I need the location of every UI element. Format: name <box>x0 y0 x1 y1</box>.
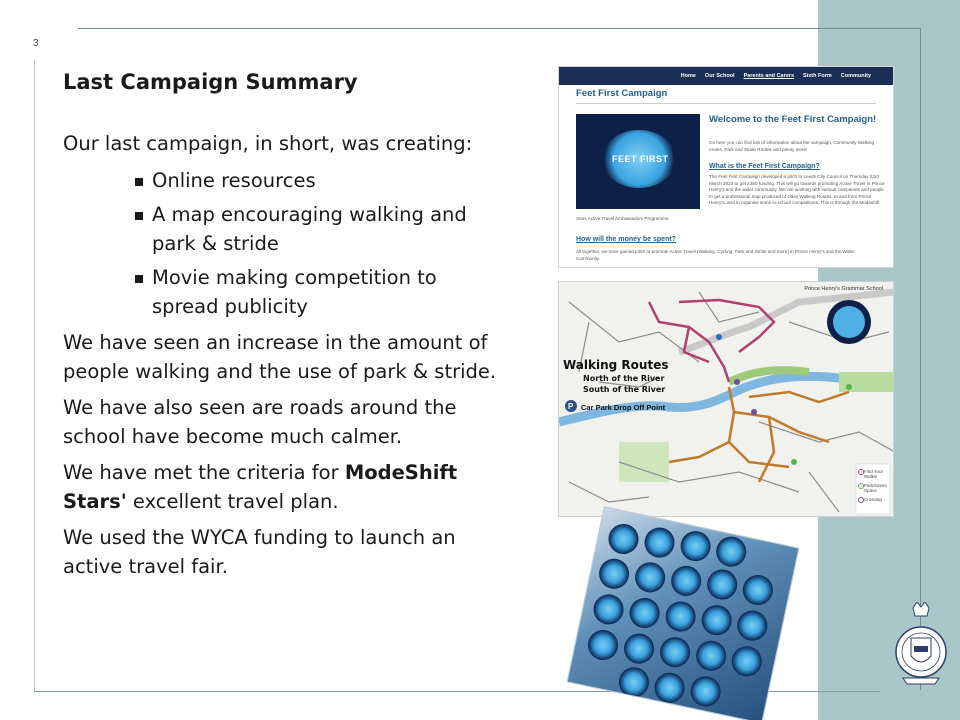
map-north-label: North of the River <box>583 374 665 383</box>
feet-first-logo-image <box>576 114 700 209</box>
frame-right-line <box>920 28 921 690</box>
nav-item: Sixth Form <box>803 73 832 79</box>
what-heading: What is the Feet First Campaign? <box>709 163 820 170</box>
modeshift-suffix: excellent travel plan. <box>126 489 339 513</box>
nav-item: Community <box>840 73 871 79</box>
map-key-item: Crossing <box>864 497 882 502</box>
bullet-list <box>134 167 503 322</box>
sticker-icon <box>688 674 724 710</box>
bullet-square-icon <box>135 275 143 283</box>
sticker-icon <box>632 560 668 596</box>
sticker-icon <box>699 602 735 638</box>
nav-item: Home <box>680 73 696 79</box>
what-text: The Feet First Campaign developed a pitch to Leeds City Council on Thursday 23rd March 2023 to get £350 funding. This will go towards promoting Active Travel in Prince Henry's and the wider community. We are working with various companies and people to get a professional map produced of Otley Walking Routes, to and from Prince Henry's, and to organise some in-school competitions. This is through the Modeshift <box>709 174 885 205</box>
website-screenshot <box>558 66 894 268</box>
sticker-icon <box>585 627 621 663</box>
modeshift-prefix: We have met the criteria for <box>63 461 345 484</box>
sticker-icon <box>627 595 663 631</box>
money-heading: How will the money be spent? <box>576 236 676 243</box>
sticker-icon <box>678 528 714 564</box>
map-key-item: Find Your Walks! <box>864 469 884 479</box>
stickers-photo <box>566 506 799 720</box>
bullet-text: A map encouraging walking and park & stride <box>152 203 467 255</box>
sticker-icon <box>663 599 699 635</box>
paragraph-increase: We have seen an increase in the amount of people walking and the use of park & stride. <box>63 331 497 383</box>
nav-item: Parents and Carers <box>743 73 795 79</box>
sticker-icon <box>704 567 740 603</box>
paragraph-roads: We have also seen are roads around the school have become much calmer. <box>63 396 457 448</box>
sticker-icon <box>652 670 688 706</box>
sticker-icon <box>616 664 652 700</box>
sticker-icon <box>713 534 749 570</box>
sticker-icon <box>693 638 729 674</box>
school-crest-icon <box>893 602 949 688</box>
walking-routes-map <box>558 281 894 517</box>
bullet-text: Movie making competition to spread publicity <box>152 266 437 318</box>
frame-left-line <box>34 60 35 692</box>
sticker-icon <box>657 634 693 670</box>
sticker-icon <box>606 521 642 557</box>
paragraph-wyca: We used the WYCA funding to launch an active travel fair. <box>63 526 456 578</box>
bullet-text: Online resources <box>152 168 316 192</box>
money-text: All together, we have gained £350 to promote Active Travel (Walking, Cycling, Park and Stride and more) in Prince Henry's and the Wider Community. <box>576 249 855 261</box>
sticker-icon <box>642 525 678 561</box>
bullet-item <box>134 264 503 321</box>
map-graphic <box>559 282 894 517</box>
slide-number: 3 <box>33 38 39 49</box>
bullet-square-icon <box>135 178 143 186</box>
welcome-text: On here you can find lots of information about the campaign, Community Walking routes, Park and Stride Routes and plenty more! <box>709 140 875 152</box>
body-text <box>63 130 503 589</box>
sticker-icon <box>591 592 627 628</box>
website-divider <box>576 103 876 104</box>
map-south-label: South of the River <box>583 385 666 394</box>
bullet-item <box>134 167 503 196</box>
map-title: Walking Routes <box>563 358 669 372</box>
sticker-icon <box>729 643 765 679</box>
sticker-icon <box>668 563 704 599</box>
sticker-icon <box>735 608 771 644</box>
website-nav-bar <box>559 67 893 85</box>
sticker-icon <box>740 572 776 608</box>
map-parking-label: Car Park Drop Off Point <box>581 403 666 412</box>
website-title: Feet First Campaign <box>576 88 668 99</box>
sticker-icon <box>621 631 657 667</box>
svg-text:P: P <box>568 402 574 411</box>
what-text-continued: Stars Active Travel Ambassadors Programme. <box>576 216 670 221</box>
slide-title: Last Campaign Summary <box>63 70 358 94</box>
modeshift-bold: ModeShift Stars' <box>63 461 458 513</box>
bullet-item <box>134 201 503 258</box>
welcome-heading: Welcome to the Feet First Campaign! <box>709 114 877 125</box>
map-school-name: Prince Henry's Grammar School <box>804 286 883 292</box>
bullet-square-icon <box>135 212 143 220</box>
nav-item: Our School <box>704 73 735 79</box>
frame-top-line <box>78 28 921 29</box>
paragraph-modeshift <box>63 459 503 516</box>
intro-text: Our last campaign, in short, was creating: <box>63 132 473 155</box>
map-key-item: Park/Green Space <box>864 483 888 493</box>
sticker-icon <box>596 556 632 592</box>
hero-text: FEET FIRST <box>612 154 669 164</box>
